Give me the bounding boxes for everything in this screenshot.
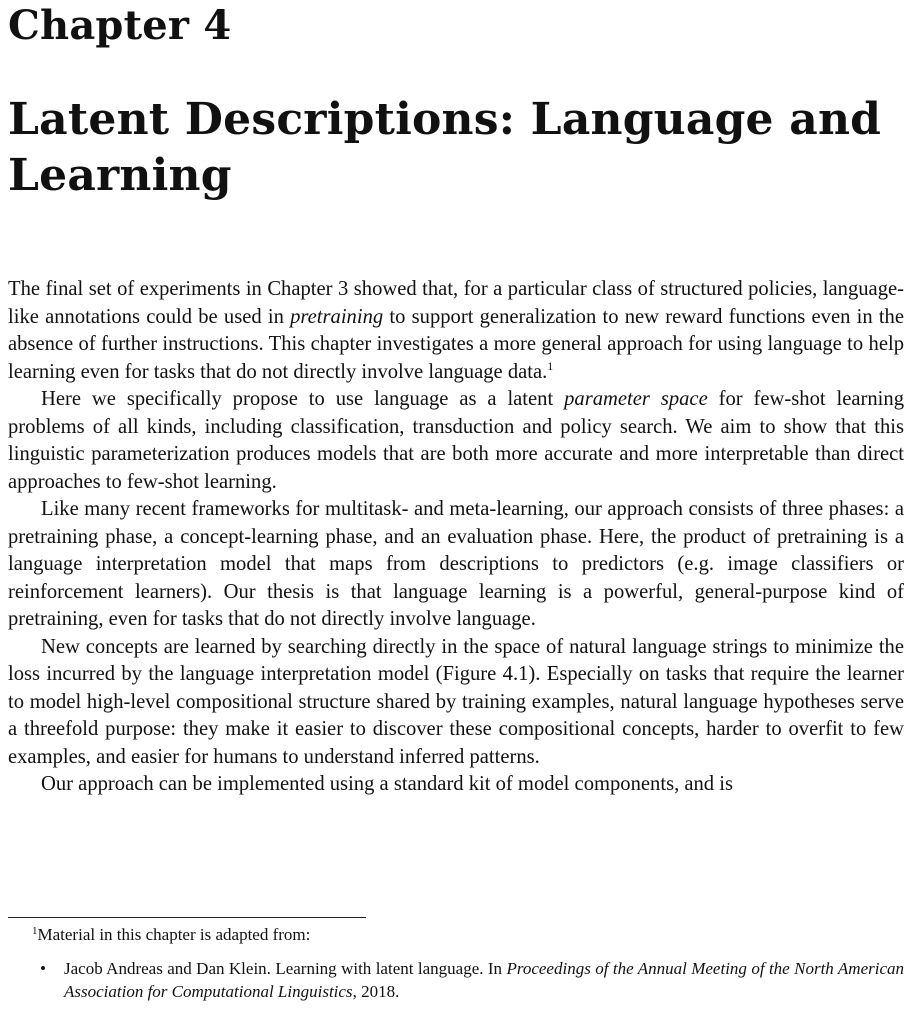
paragraph-4: New concepts are learned by searching directly in the space of natural language strings to minimize the loss incurred by the language interpretation model (Figure 4.1). Especially on tasks that require the learner to model high-level compositional structure shared by training examples, natural language hypotheses serve a threefold purpose: they make it easier to discover these compositional concepts, harder to overfit to few examples, and easier for humans to understand inferred patterns. — [8, 635, 904, 768]
footnote — [8, 924, 904, 1003]
footnote-reference-item — [8, 957, 904, 1003]
chapter-title: Latent Descriptions: Language and Learning — [8, 94, 882, 201]
paragraph-3: Like many recent frameworks for multitask- and meta-learning, our approach consists of three phases: a pretraining phase, a concept-learning phase, and an evaluation phase. Here, the product of pretraining is a language interpretation model that maps from descriptions to predictors (e.g. image classifiers or reinforcement learners). Our thesis is that language learning is a powerful, general-purpose kind of pretraining, even for tasks that do not directly involve language. — [8, 498, 904, 630]
footnote-intro — [8, 924, 904, 946]
chapter-label: Chapter 4 — [8, 2, 232, 49]
bullet-icon: • — [40, 959, 46, 978]
emphasis-parameter-space: parameter space — [564, 388, 708, 410]
reference-authors-title: Jacob Andreas and Dan Klein. Learning with latent language. In — [64, 959, 507, 978]
chapter-body — [8, 276, 904, 799]
paragraph-2-text-b: for few-shot learning problems of all kinds, including classification, transduction and policy search. We aim to show that this linguistic parameterization produces models that are both more accurate and more interpretable than direct approaches to few-shot learning. — [8, 388, 904, 493]
footnote-divider — [8, 917, 366, 918]
emphasis-pretraining: pretraining — [290, 305, 384, 328]
paragraph-2-text-a: Here we specifically propose to use language as a latent — [41, 388, 565, 410]
footnote-marker[interactable]: 1 — [547, 358, 554, 373]
reference-venue: Proceedings of the Annual Meeting of the North American Association for Computational Linguistics — [64, 959, 904, 1001]
paragraph-1-text-a: The final set of experiments in Chapter 3 showed that, for a particular class of structured policies, language-like annotations could be used in — [8, 278, 904, 328]
paragraph-2 — [8, 386, 904, 496]
paragraph-1 — [8, 276, 904, 386]
paragraph-1-text-b: to support generalization to new reward functions even in the absence of further instructions. This chapter investigates a more general approach for using language to help learning even for tasks that do not directly involve language data. — [8, 305, 904, 383]
reference-year: , 2018. — [352, 982, 400, 1001]
paragraph-5: Our approach can be implemented using a standard kit of model components, and is — [41, 773, 733, 795]
footnote-number: 1 — [32, 925, 38, 937]
footnote-text: Material in this chapter is adapted from: — [37, 925, 311, 944]
